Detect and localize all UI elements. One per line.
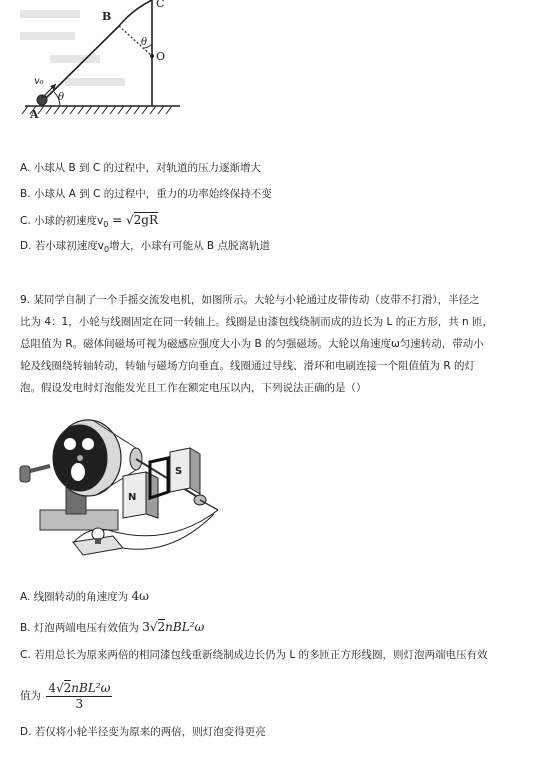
track-figure <box>20 0 190 125</box>
point-c-label: C <box>156 0 165 10</box>
fraction-numerator <box>46 681 112 697</box>
q9-stem-line: 总阻值为 R。磁体间磁场可视为磁感应强度大小为 B 的匀强磁场。大轮以角速度ω匀速转动，带动小 <box>20 338 484 350</box>
q9-option-c-line2 <box>20 681 112 711</box>
sqrt-symbol: √ <box>149 620 158 634</box>
q9-option-b-radicand: 2 <box>157 620 166 634</box>
magnet-s-label: S <box>175 466 183 477</box>
q8-option-d-sub: 0 <box>103 245 110 255</box>
q8-option-d <box>20 239 270 257</box>
q9-option-c-line1: C. 若用总长为原来两倍的相同漆包线重新绕制成边长仍为 L 的多匝正方形线圈，则灯泡两端电压有效 <box>20 649 488 661</box>
point-o-label: O <box>156 50 166 63</box>
q8-option-c <box>20 213 158 232</box>
sqrt-symbol: √ <box>126 213 134 227</box>
point-b-label: B <box>102 10 112 23</box>
fraction-denominator: 3 <box>75 697 84 711</box>
q8-option-c-eq: = <box>108 213 127 227</box>
q8-option-d-prefix: D. 若小球初速度v <box>20 240 104 252</box>
q9-option-a-math: 4ω <box>131 589 149 603</box>
q9-option-b-coef: 3 <box>142 620 150 634</box>
q8-option-c-prefix: C. 小球的初速度v <box>20 215 104 227</box>
q9-option-b-prefix: B. 灯泡两端电压有效值为 <box>20 622 143 634</box>
q9-option-b <box>20 620 204 635</box>
q8-option-b: B. 小球从 A 到 C 的过程中，重力的功率始终保持不变 <box>20 188 272 200</box>
q9-stem-line: 轮及线圈绕转轴转动，转轴与磁场方向垂直。线圈通过导线、滑环和电刷连接一个阻值值为 R 的灯 <box>20 360 475 372</box>
q9-option-c-prefix: 值为 <box>20 690 41 702</box>
generator-figure <box>18 418 248 568</box>
q9-stem-line: 泡。假设发电时灯泡能发光且工作在额定电压以内，下列说法正确的是（） <box>20 382 367 394</box>
numerator-rest: nBL²ω <box>71 681 111 695</box>
angle-theta-top-label: θ <box>141 37 148 48</box>
point-a-label: A <box>30 108 39 121</box>
q8-option-c-radicand: 2gR <box>133 213 159 227</box>
numerator-coef: 4 <box>48 681 56 695</box>
q9-option-a <box>20 589 149 604</box>
q9-stem <box>20 289 520 399</box>
q9-stem-line: 9. 某同学自制了一个手摇交流发电机，如图所示。大轮与小轮通过皮带传动（皮带不打滑），半径之 <box>20 294 480 306</box>
v0-label: v₀ <box>34 76 44 87</box>
q9-option-d: D. 若仅将小轮半径变为原来的两倍，则灯泡变得更亮 <box>20 726 266 738</box>
sqrt-symbol: √ <box>55 681 64 695</box>
q9-option-c-fraction <box>46 681 112 711</box>
q8-option-a: A. 小球从 B 到 C 的过程中，对轨道的压力逐渐增大 <box>20 162 262 174</box>
q9-stem-line: 比为 4：1，小轮与线圈固定在同一转轴上。线圈是由漆包线绕制而成的边长为 L 的正方形，共 n 匝， <box>20 316 494 328</box>
magnet-n-label: N <box>128 492 137 503</box>
q9-option-a-prefix: A. 线圈转动的角速度为 <box>20 591 132 603</box>
q8-option-c-sub: 0 <box>103 220 109 230</box>
angle-theta-bottom-label: θ <box>58 92 65 103</box>
q8-option-d-suffix: 增大，小球有可能从 B 点脱离轨道 <box>109 240 270 252</box>
numerator-radicand: 2 <box>63 681 72 695</box>
q9-option-b-rest: nBL²ω <box>165 620 205 634</box>
